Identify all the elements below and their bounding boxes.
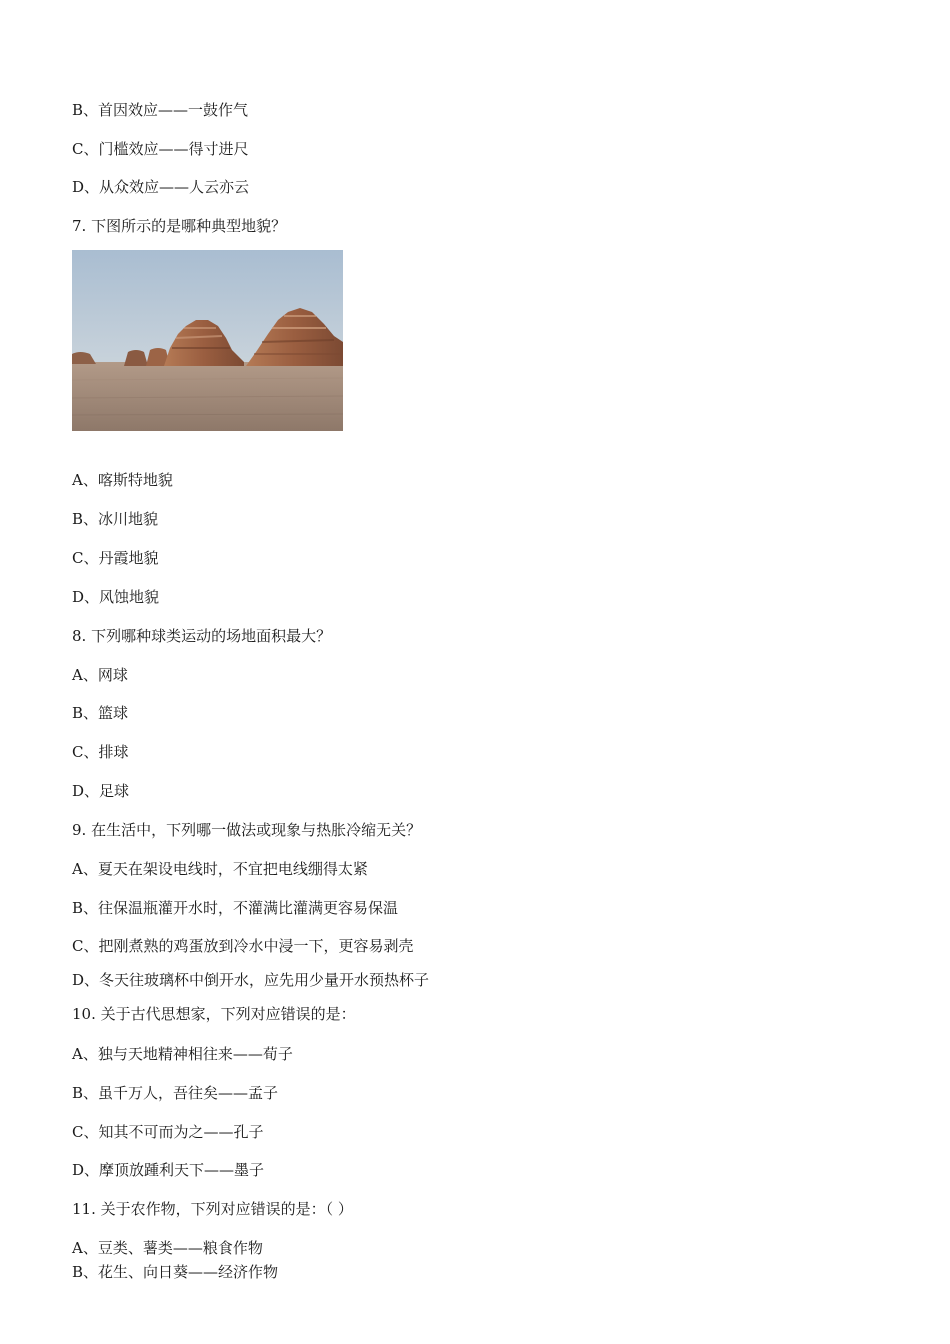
- q7-stem: 7. 下图所示的是哪种典型地貌？: [72, 217, 287, 235]
- q6-option-c: C、门槛效应——得寸进尺: [72, 140, 249, 158]
- q7-option-a: A、喀斯特地貌: [72, 471, 173, 489]
- q10-option-d: D、摩顶放踵利天下——墨子: [72, 1161, 265, 1179]
- q11-option-a: A、豆类、薯类——粮食作物: [72, 1239, 263, 1257]
- q8-stem: 8. 下列哪种球类运动的场地面积最大？: [72, 627, 332, 645]
- q10-stem: 10. 关于古代思想家，下列对应错误的是：: [72, 1005, 356, 1023]
- q9-option-d: D、冬天往玻璃杯中倒开水，应先用少量开水预热杯子: [72, 971, 430, 989]
- q9-stem: 9. 在生活中，下列哪一做法或现象与热胀冷缩无关？: [72, 821, 422, 839]
- q8-option-a: A、网球: [72, 666, 128, 684]
- yardang-landform-photo: [72, 250, 343, 431]
- q9-option-a: A、夏天在架设电线时，不宜把电线绷得太紧: [72, 860, 368, 878]
- q10-option-a: A、独与天地精神相往来——荀子: [72, 1045, 293, 1063]
- q7-option-d: D、风蚀地貌: [72, 588, 160, 606]
- q10-option-b: B、虽千万人，吾往矣——孟子: [72, 1084, 279, 1102]
- q8-option-b: B、篮球: [72, 704, 129, 722]
- q11-stem: 11. 关于农作物，下列对应错误的是：（ ）: [72, 1200, 353, 1218]
- q7-option-c: C、丹霞地貌: [72, 549, 159, 567]
- q8-option-d: D、足球: [72, 782, 130, 800]
- q9-option-c: C、把刚煮熟的鸡蛋放到冷水中浸一下，更容易剥壳: [72, 937, 414, 955]
- q6-option-b: B、首因效应——一鼓作气: [72, 101, 249, 119]
- q9-option-b: B、往保温瓶灌开水时，不灌满比灌满更容易保温: [72, 899, 399, 917]
- q8-option-c: C、排球: [72, 743, 129, 761]
- q7-option-b: B、冰川地貌: [72, 510, 159, 528]
- q6-option-d: D、从众效应——人云亦云: [72, 178, 250, 196]
- q10-option-c: C、知其不可而为之——孔子: [72, 1123, 264, 1141]
- q11-option-b: B、花生、向日葵——经济作物: [72, 1263, 279, 1281]
